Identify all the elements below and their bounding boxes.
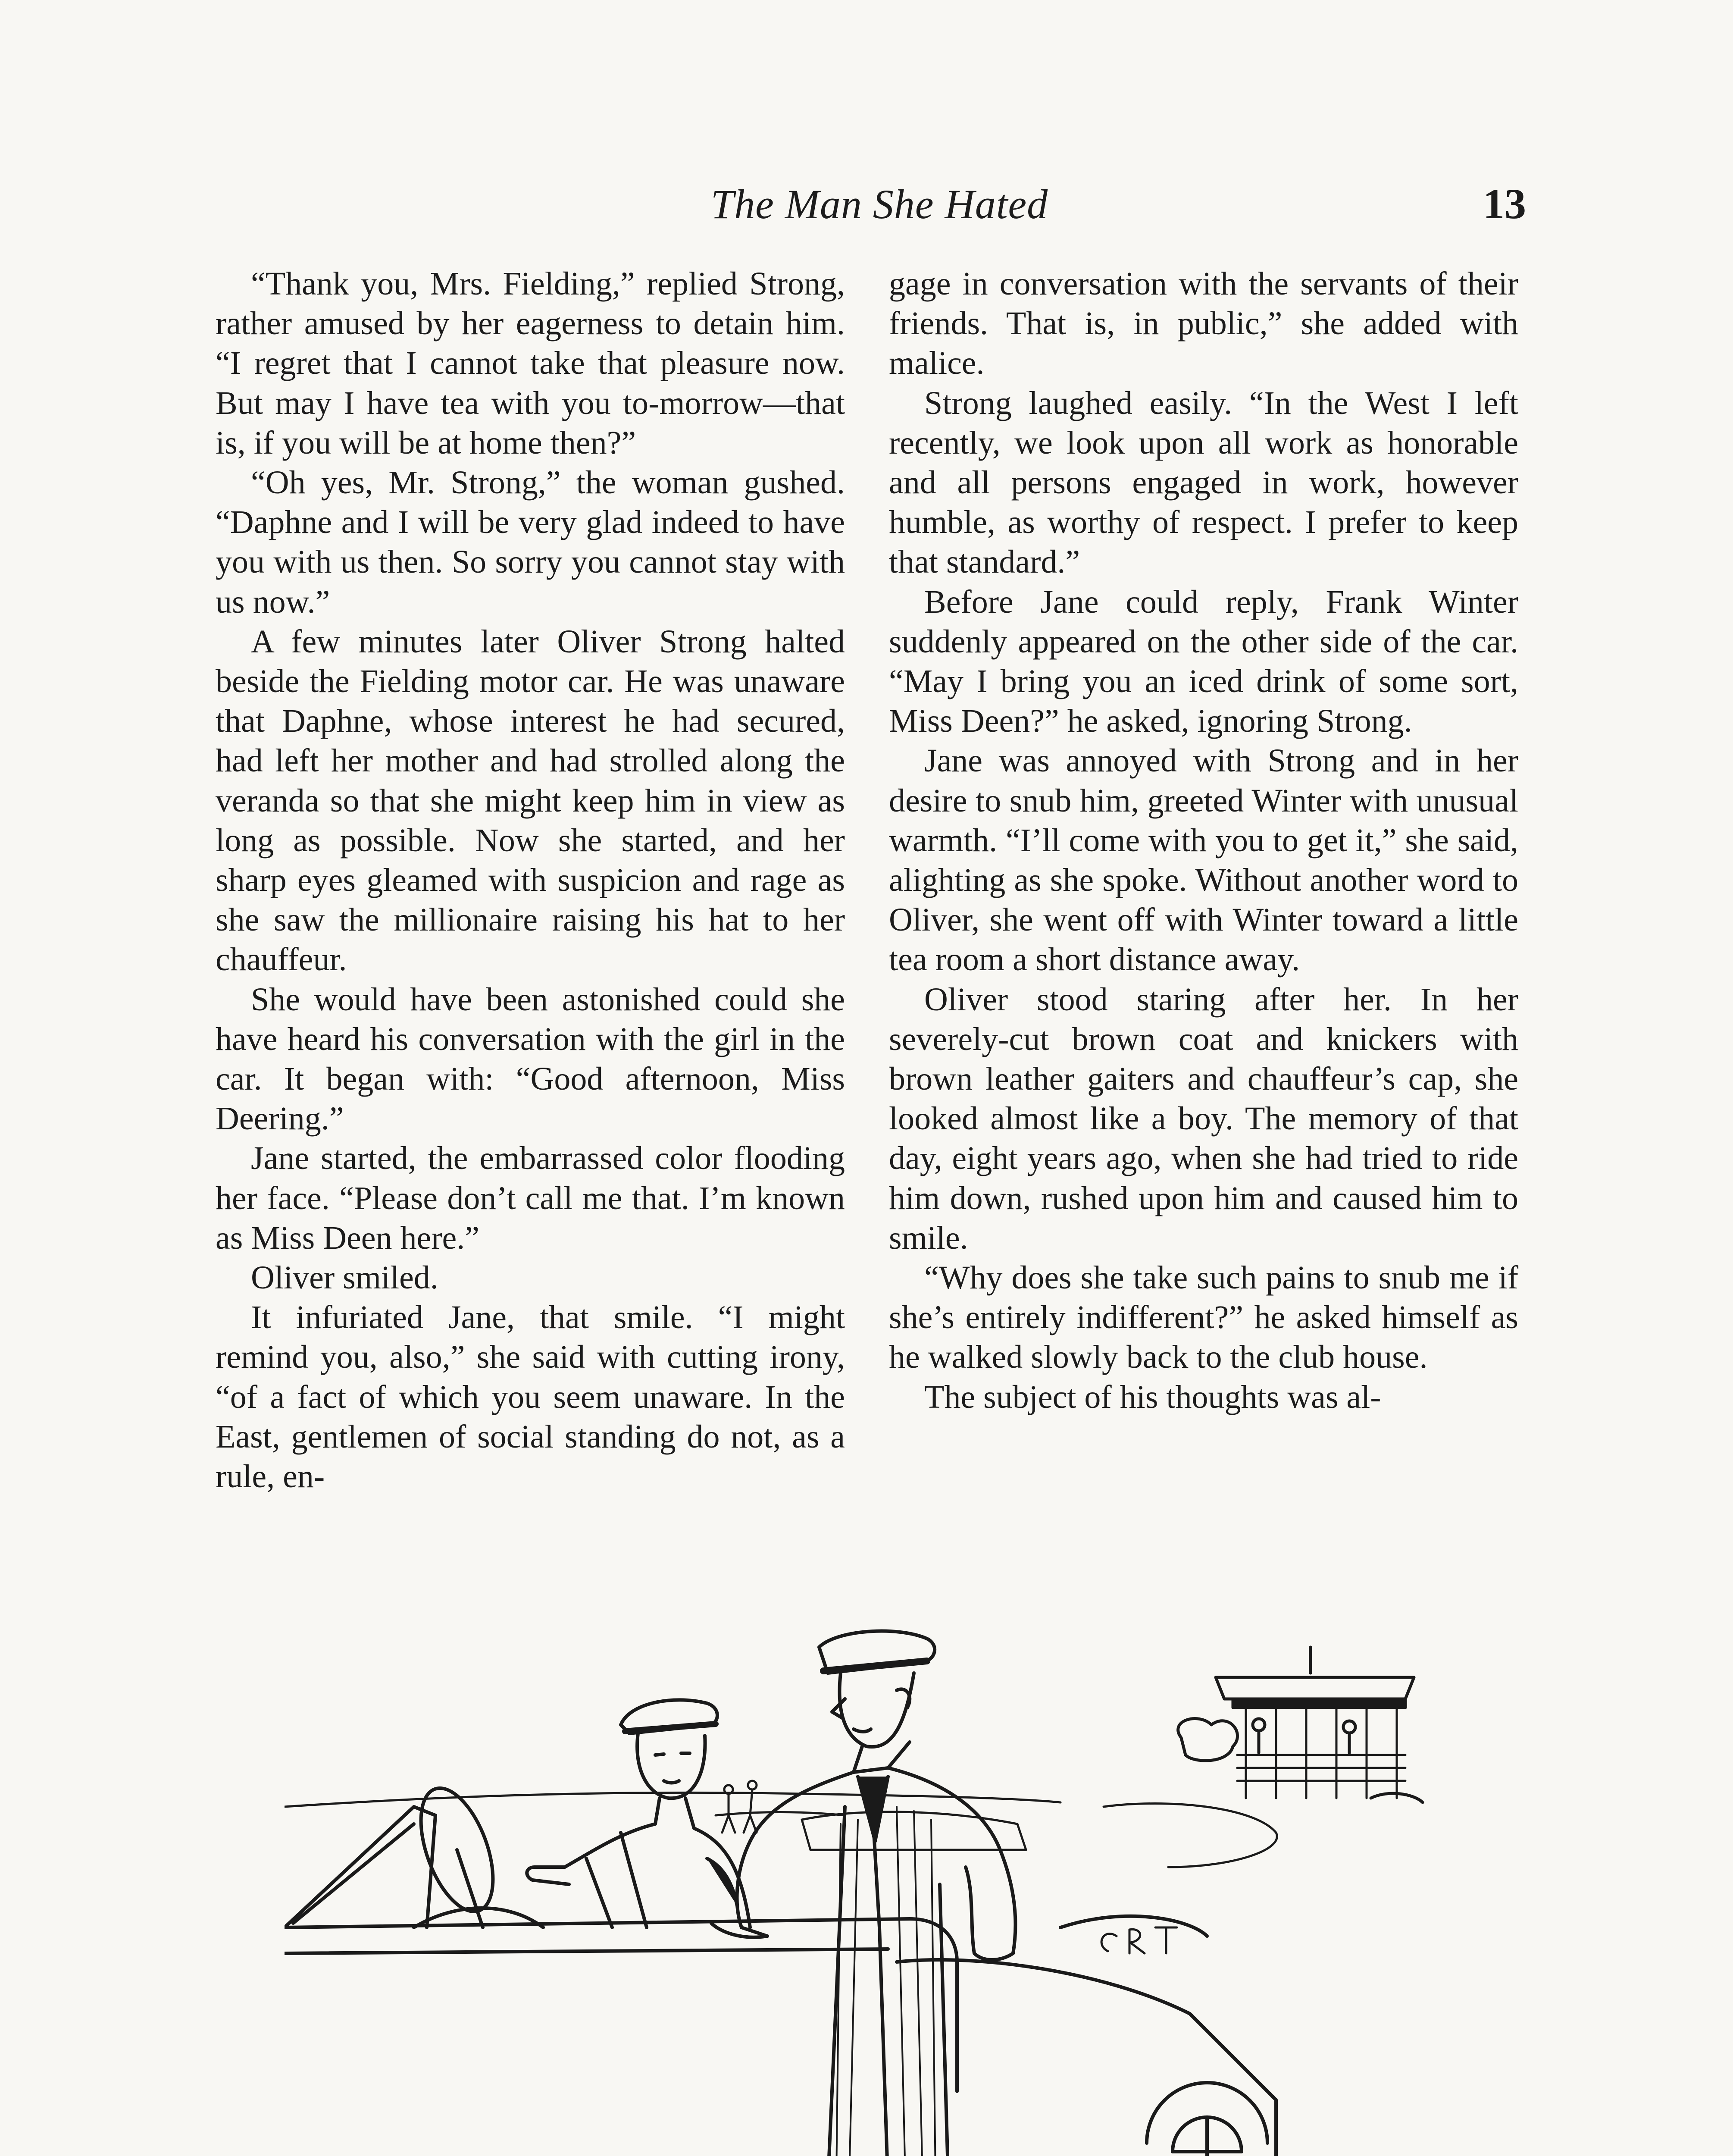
paragraph: “Thank you, Mrs. Fielding,” replied Strong, rather amused by her eagerness to detain him. “I regret that I cannot take that pleasure now. But may I have tea with you to-morrow—that is, if you will be at home then?” xyxy=(216,266,845,461)
motor-car-drawing xyxy=(285,1779,1276,2156)
chauffeur-figure-drawing xyxy=(527,1700,750,1927)
oliver-strong-figure-drawing xyxy=(711,1631,1016,2156)
paragraph: Jane was annoyed with Strong and in her desire to snub him, greeted Winter with unusual warmth. “I’ll come with you to get it,” she said, alighting as she spoke. Without another word to Oliver, she went off with Winter toward a little tea room a short distance away. xyxy=(889,743,1518,978)
paragraph: The subject of his thoughts was al- xyxy=(924,1379,1381,1415)
paragraph: Before Jane could reply, Frank Winter suddenly appeared on the other side of the car. “May I bring you an iced drink of some sort, Miss Deen?” he asked, ignoring Strong. xyxy=(889,583,1518,740)
right-text-column xyxy=(889,264,1518,1417)
running-header-title: The Man She Hated xyxy=(710,181,1048,227)
paragraph: Strong laughed easily. “In the West I left recently, we look upon all work as honorable and all persons engaged in work, however humble, as worthy of respect. I prefer to keep that standard.” xyxy=(889,385,1518,580)
paragraph: Jane started, the embarrassed color flooding her face. “Please don’t call me that. I’m known as Miss Deen here.” xyxy=(216,1140,845,1256)
page-number: 13 xyxy=(1483,180,1526,228)
paragraph: “Why does she take such pains to snub me if she’s entirely indifferent?” he asked himself as he walked slowly back to the club house. xyxy=(889,1260,1518,1376)
club-house-drawing xyxy=(1178,1647,1423,1802)
paragraph: Oliver stood staring after her. In her severely-cut brown coat and knickers with brown leather gaiters and chauffeur’s cap, she looked almost like a boy. The memory of that day, eight years ago, when she had tried to ride him down, rushed upon him and caused him to smile. xyxy=(889,981,1518,1256)
paragraph: She would have been astonished could she have heard his conversation with the girl in the car. It began with: “Good afternoon, Miss Deering.” xyxy=(216,981,845,1137)
paragraph: Oliver smiled. xyxy=(251,1260,438,1296)
paragraph-continuation: gage in conversation with the servants of their friends. That is, in public,” she added with malice. xyxy=(889,266,1518,382)
paragraph: “Oh yes, Mr. Strong,” the woman gushed. “Daphne and I will be very glad indeed to have you with us then. So sorry you cannot stay with us now.” xyxy=(216,464,845,620)
illustration xyxy=(285,1626,1431,2156)
paragraph: It infuriated Jane, that smile. “I might remind you, also,” she said with cutting irony, “of a fact of which you seem unaware. In the East, gentlemen of social standing do not, as a rule, en- xyxy=(216,1299,845,1495)
paragraph: A few minutes later Oliver Strong halted beside the Fielding motor car. He was unaware that Daphne, whose interest he had secured, had left her mother and had strolled along the veranda so that she might keep him in view as long as possible. Now she started, and her sharp eyes gleamed with suspicion and rage as she saw the millionaire raising his hat to her chauffeur. xyxy=(216,623,845,978)
artist-signature xyxy=(1101,1927,1177,1953)
left-text-column xyxy=(216,264,845,1496)
